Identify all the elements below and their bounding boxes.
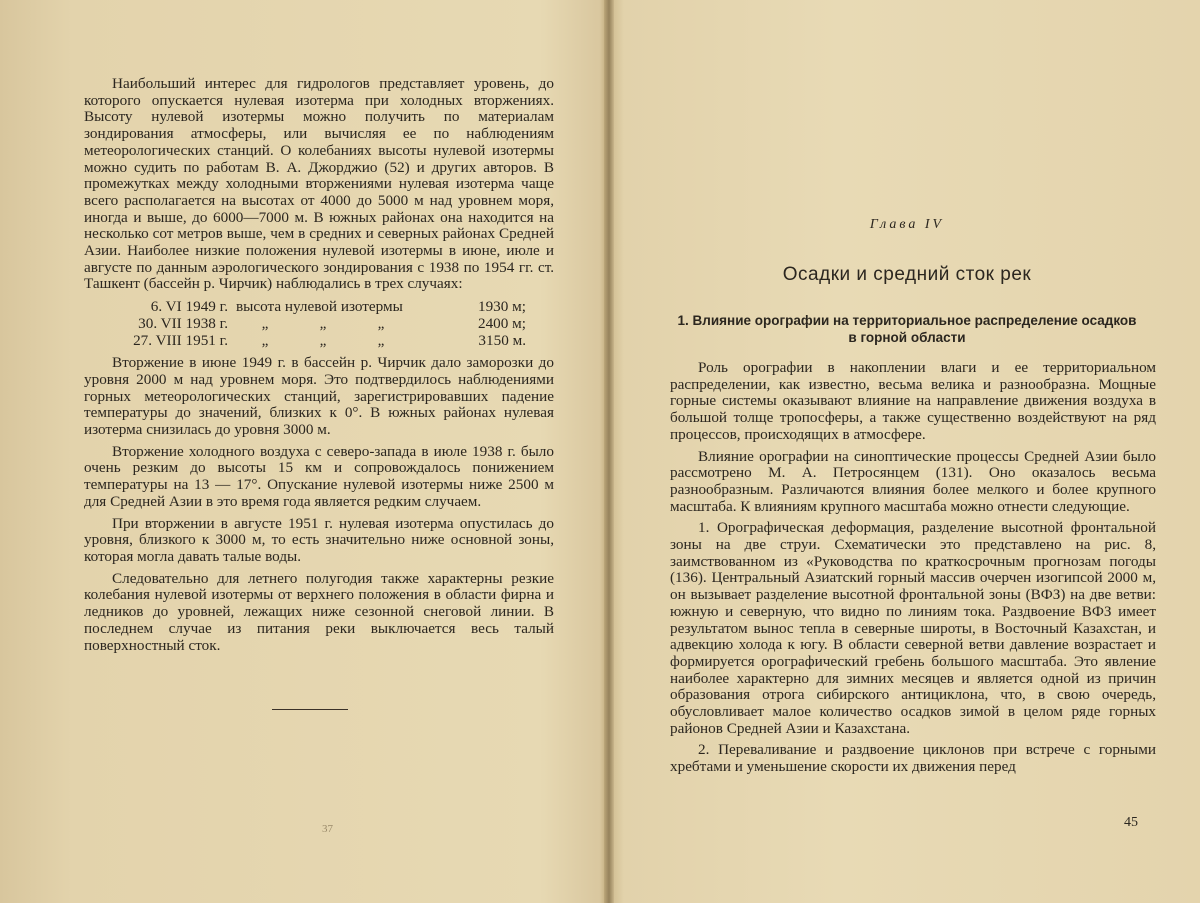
right-paragraph-4: 2. Переваливание и раздвоение циклонов при встрече с горными хребтами и уменьшение скорости их движения перед (670, 741, 1156, 776)
right-paragraph-2: Влияние орографии на синоптические процессы Средней Азии было рассмотрено М. А. Петросянцем (131). Оно оказалось весьма разнообразным. Различаются влияния более мелкого и более крупного масштаба. К влияниям крупного масштаба можно отнести следующие. (670, 447, 1156, 515)
right-page (614, 0, 1200, 903)
left-page-text (84, 76, 554, 659)
end-of-chapter-rule (272, 709, 348, 710)
ditto-mark: „ (261, 331, 269, 349)
chapter-label: Глава IV (869, 217, 945, 232)
ditto-mark: „ (377, 331, 385, 349)
right-paragraph-3: 1. Орографическая деформация, разделение высотной фронтальной зоны на две струи. Схематически это представлено на рис. 8, заимствованном из «Руководства по краткосрочным прогнозам погоды (136). Центральный Азиатский горный массив очерчен изогипсой 2000 м, он вызывает разделение высотной фронтальной зоны (ВФЗ) на две ветви: южную и северную, что видно по линиям тока. Раздвоение ВФЗ имеет результатом вынос тепла в северные широты, в Восточный Казахстан, и адвекцию холода к югу. В области северной ветви давление возрастает и формируется орографический гребень большого масштаба. Это явление наиболее характерно для зимних месяцев и является одной из причин образования отрога сибирского антициклона, что, в свою очередь, обусловливает малое количество осадков зимой в целом ряде горных районов Средней Азии и Казахстана. (670, 519, 1156, 737)
left-page-number: 37 (322, 823, 333, 835)
height-date: 30. VII 1938 г. (138, 314, 228, 332)
section-heading-line-1: 1. Влияние орографии на территориальное распределение осадков (677, 313, 1137, 328)
chapter-title: Осадки и средний сток рек (782, 264, 1032, 285)
right-page-number: 45 (1124, 815, 1138, 830)
book-gutter (604, 0, 614, 903)
ditto-mark: „ (319, 314, 327, 332)
zero-isotherm-heights-table (118, 299, 530, 349)
right-page-text (670, 360, 1156, 781)
height-row (118, 316, 530, 333)
height-value: 1930 м; (477, 298, 526, 316)
height-ditto-marks (236, 316, 456, 333)
height-row (118, 299, 530, 316)
left-paragraph-1: Наибольший интерес для гидрологов представляет уровень, до которого опускается нулевая изотерма при холодных вторжениях. Высоту нулевой изотермы можно получить по материалам зондирования атмосферы, или вычисляя ее по наблюдениям метеорологических станций. О колебаниях высоты нулевой изотермы можно судить по работам В. А. Джорджио (52) и других авторов. В промежутках между холодными вторжениями нулевая изотерма чаще всего располагается на высотах от 4000 до 5000 м над уровнем моря, иногда и выше, до 6000—7000 м. В южных районах она находится на несколько сот метров выше, чем в средних и северных районах Средней Азии. Наиболее низкие положения нулевой изотермы в июне, июле и августе по данным аэрологического зондирования с 1938 по 1954 гг. ст. Ташкент (бассейн р. Чирчик) наблюдались в трех случаях: (84, 75, 554, 293)
left-paragraph-2: Вторжение в июне 1949 г. в бассейн р. Чирчик дало заморозки до уровня 2000 м над уровнем моря. Это подтвердилось наблюдениями горных метеорологических станций, зарегистрировавших падение температуры до значений, близких к 0°. В южных районах нулевая изотерма снизилась до уровня 3000 м. (84, 354, 554, 439)
height-ditto-marks (236, 333, 456, 350)
ditto-mark: „ (377, 314, 385, 332)
height-date: 27. VIII 1951 г. (133, 331, 228, 349)
height-label: высота нулевой изотермы (236, 298, 403, 316)
ditto-mark: „ (319, 331, 327, 349)
height-value: 3150 м. (478, 331, 526, 349)
height-row (118, 333, 530, 350)
left-paragraph-3: Вторжение холодного воздуха с северо-запада в июле 1938 г. было очень резким до высоты 15 км и сопровождалось понижением температуры на 13 — 17°. Опускание нулевой изотермы ниже 2500 м для Средней Азии в это время года является редким случаем. (84, 442, 554, 510)
left-paragraph-5: Следовательно для летнего полугодия также характерны резкие колебания нулевой изотермы от верхнего положения в области фирна и ледников до уровней, лежащих ниже сезонной снеговой линии. В последнем случае из питания реки выключается весь талый поверхностный сток. (84, 569, 554, 654)
height-value: 2400 м; (477, 314, 526, 332)
section-heading-line-2: в горной области (848, 330, 966, 345)
section-heading (662, 312, 1152, 346)
left-paragraph-4: При вторжении в августе 1951 г. нулевая изотерма опустилась до уровня, близкого к 3000 м, то есть значительно ниже основной зоны, которая могла давать талые воды. (84, 514, 554, 565)
height-date: 6. VI 1949 г. (150, 298, 228, 316)
right-paragraph-1: Роль орографии в накоплении влаги и ее территориальном распределении, как известно, весьма велика и разнообразна. Мощные горные системы оказывают влияние на направление движения воздуха в большой толще тропосферы, а также существенно воздействуют на ряд процессов, происходящих в атмосфере. (670, 359, 1156, 443)
ditto-mark: „ (261, 314, 269, 332)
